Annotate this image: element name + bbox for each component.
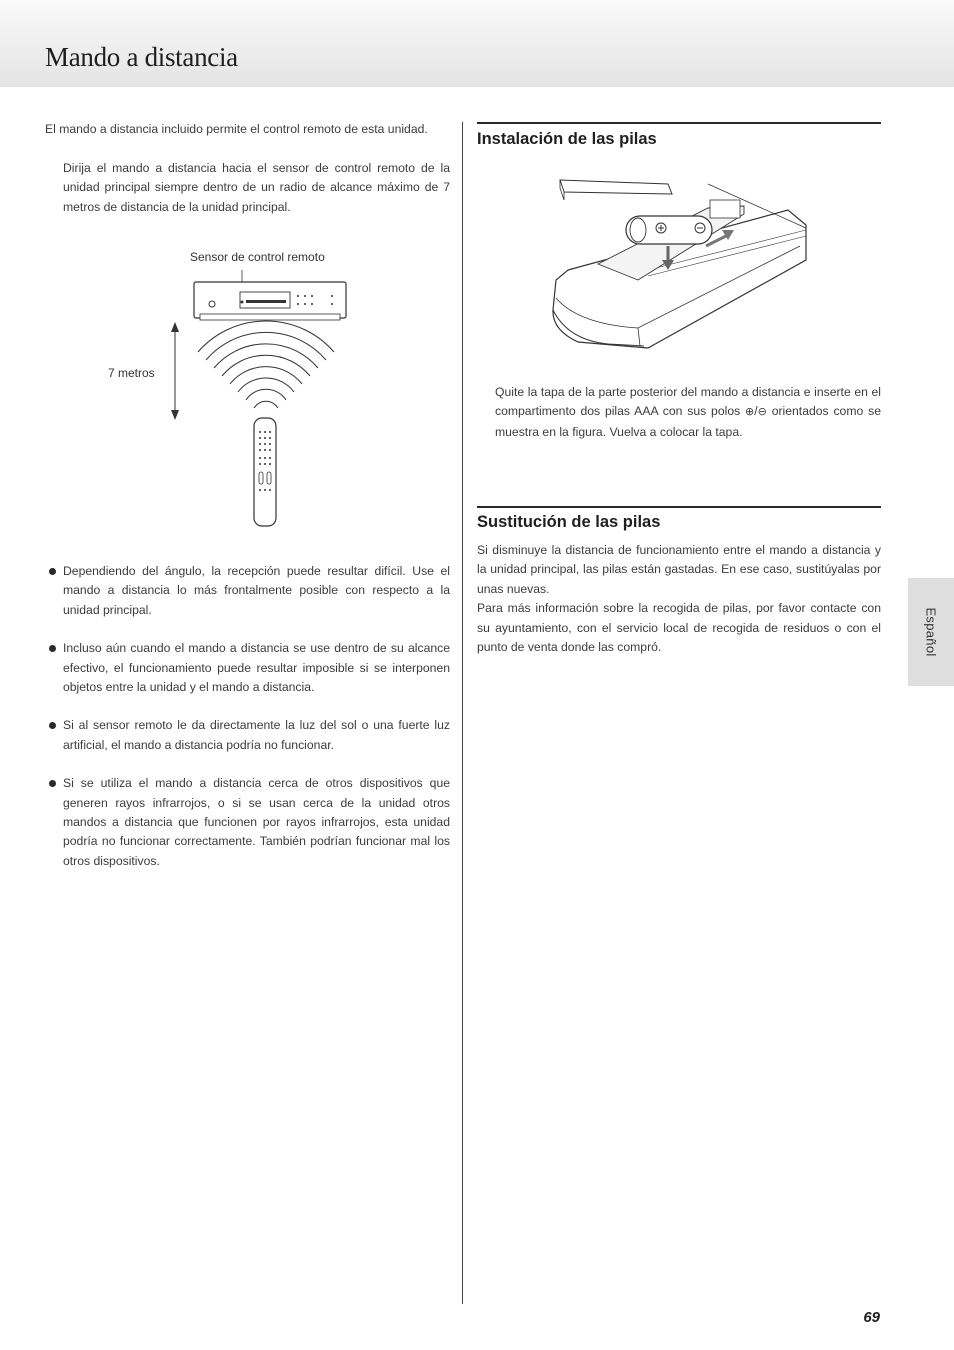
list-item: Si se utiliza el mando a distancia cerca de otros dispositivos que generen rayos infrarrojos, o si se usan cerca de la unidad otros mandos a distancia que funcionen por rayos infrarrojos, esta unidad podría no funcionar correctamente. También podrían funcionar mal los otros dispositivos. bbox=[45, 774, 450, 871]
section-rule bbox=[477, 122, 881, 124]
list-item: Si al sensor remoto le da directamente la luz del sol o una fuerte luz artificial, el mando a distancia podría no funcionar. bbox=[45, 716, 450, 755]
distance-arrow bbox=[171, 322, 179, 420]
bullet-icon bbox=[49, 780, 56, 787]
minus-pole-icon: ⊖ bbox=[757, 406, 767, 419]
install-paragraph: Quite la tapa de la parte posterior del mando a distancia e inserte en el compartimento dos pilas AAA con sus polos ⊕/⊖ orientados como se muestra en la figura. Vuelva a colocar la tapa. bbox=[495, 385, 881, 439]
sensor-label: Sensor de control remoto bbox=[190, 250, 325, 264]
plus-pole-icon: ⊕ bbox=[745, 406, 755, 419]
list-item: Incluso aún cuando el mando a distancia se use dentro de su alcance efectivo, el funcionamiento puede resultar imposible si se interponen objetos entre la unidad y el mando a distancia. bbox=[45, 639, 450, 697]
replace-paragraph: Para más información sobre la recogida de pilas, por favor contacte con su ayuntamiento, con el servicio local de recogida de residuos o con el punto de venta donde las compró. bbox=[477, 601, 881, 655]
page-title: Mando a distancia bbox=[45, 42, 238, 72]
language-tab bbox=[908, 578, 954, 686]
bullet-icon bbox=[49, 568, 56, 575]
remote-control-illustration bbox=[254, 418, 276, 526]
distance-label: 7 metros bbox=[108, 366, 155, 380]
battery-install-illustration bbox=[548, 170, 810, 354]
language-tab-label: Español bbox=[923, 607, 939, 657]
replace-text bbox=[477, 541, 881, 657]
column-divider bbox=[462, 122, 463, 1304]
section-rule bbox=[477, 506, 881, 508]
intro-paragraph: El mando a distancia incluido permite el control remoto de esta unidad. bbox=[45, 122, 428, 136]
bullet-icon bbox=[49, 645, 56, 652]
page-number: 69 bbox=[863, 1309, 880, 1326]
remote-range-diagram bbox=[160, 262, 360, 532]
install-heading: Instalación de las pilas bbox=[477, 130, 657, 148]
main-unit-illustration bbox=[194, 282, 346, 320]
signal-waves bbox=[198, 321, 334, 408]
list-item: Dependiendo del ángulo, la recepción puede resultar difícil. Use el mando a distancia lo más frontalmente posible con respecto a la unidad principal. bbox=[45, 562, 450, 620]
replace-heading: Sustitución de las pilas bbox=[477, 513, 661, 531]
replace-paragraph: Si disminuye la distancia de funcionamiento entre el mando a distancia y la unidad principal, las pilas están gastadas. En ese caso, sustitúyalas por unas nuevas. bbox=[477, 543, 881, 596]
bullet-icon bbox=[49, 722, 56, 729]
aim-paragraph: Dirija el mando a distancia hacia el sensor de control remoto de la unidad principal siempre dentro de un radio de alcance máximo de 7 metros de distancia de la unidad principal. bbox=[63, 161, 450, 214]
notes-list bbox=[45, 562, 450, 890]
